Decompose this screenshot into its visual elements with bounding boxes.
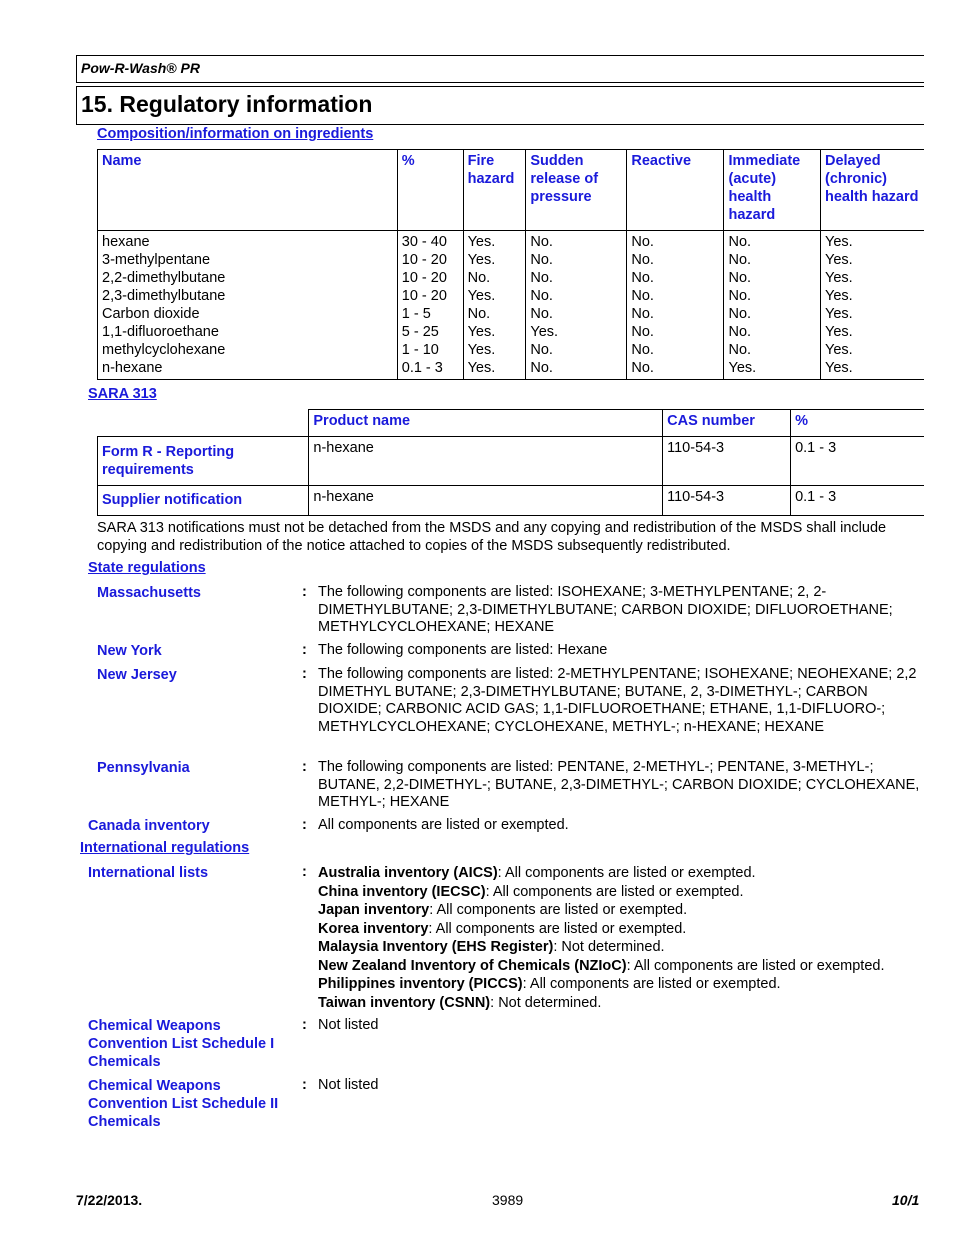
- col-chronic: Delayed (chronic) health hazard: [820, 150, 924, 231]
- colon: :: [302, 642, 307, 658]
- new-jersey-value: The following components are listed: 2-METHYLPENTANE; ISOHEXANE; NEOHEXANE; 2,2 DIMETHYL BUTANE; 2,3-DIMETHYLBUTANE; BUTANE, 2, 3-DIMETHYL-; CARBON DIOXIDE; CARBONIC ACID GAS; 1,1-DIFLUOROETHANE; ETHANE, 1,1-DIFLUORO-; METHYLCYCLOHEXANE; CYCLOHEXANE, METHYL-; n-HEXANE; HEXANE: [318, 666, 917, 735]
- sara-row-label: Supplier notification: [98, 486, 309, 516]
- sara-col-cas: CAS number: [663, 410, 791, 437]
- ingredient-reactive: No. No. No. No. No. No. No. No.: [627, 231, 724, 380]
- new-jersey-label: New Jersey: [97, 667, 177, 683]
- massachusetts-label: Massachusetts: [97, 585, 201, 601]
- list-item: Malaysia Inventory (EHS Register): Not determined.: [318, 939, 665, 955]
- table-row: [98, 486, 925, 516]
- footer-code: 3989: [492, 1192, 524, 1208]
- list-item: New Zealand Inventory of Chemicals (NZIoC): All components are listed or exempted.: [318, 957, 885, 974]
- international-lists-label: International lists: [88, 865, 209, 881]
- product-title: Pow-R-Wash® PR: [76, 55, 924, 83]
- sara-blank-cell: [98, 410, 309, 437]
- canada-inventory-value: All components are listed or exempted.: [318, 817, 569, 833]
- cwc-schedule-1-value: Not listed: [318, 1017, 379, 1033]
- ingredient-names: hexane 3-methylpentane 2,2-dimethylbutane 2,3-dimethylbutane Carbon dioxide 1,1-difluoroethane methylcyclohexane n-hexane: [98, 231, 398, 380]
- sara-row-product: n-hexane: [309, 437, 663, 486]
- sara-col-product: Product name: [309, 410, 663, 437]
- list-item: China inventory (IECSC): All components are listed or exempted.: [318, 883, 744, 900]
- canada-inventory-label: Canada inventory: [88, 818, 210, 834]
- list-item: Australia inventory (AICS): All components are listed or exempted.: [318, 865, 756, 881]
- colon: :: [302, 666, 307, 682]
- footer-page: 10/1: [892, 1192, 920, 1208]
- colon: :: [302, 1017, 307, 1033]
- list-item: Japan inventory: All components are listed or exempted.: [318, 902, 688, 918]
- sara-row-cas: 110-54-3: [663, 486, 791, 516]
- state-regulations-link[interactable]: State regulations: [88, 560, 206, 576]
- sara313-table: [97, 409, 924, 516]
- cwc-schedule-2-label: Chemical Weapons Convention List Schedule II Chemicals: [88, 1078, 279, 1130]
- ingredient-acute: No. No. No. No. No. No. No. Yes.: [724, 231, 821, 380]
- pennsylvania-label: Pennsylvania: [97, 760, 190, 776]
- ingredient-fire: Yes. Yes. No. Yes. No. Yes. Yes. Yes.: [463, 231, 526, 380]
- sara-row-label: Form R - Reporting requirements: [98, 437, 309, 486]
- sara-row-percent: 0.1 - 3: [791, 486, 924, 516]
- sara313-link[interactable]: SARA 313: [88, 386, 157, 402]
- sara313-note: SARA 313 notifications must not be detached from the MSDS and any copying and redistribution of the MSDS shall include copying and redistribution of the notice attached to copies of the MSDS subsequently redistributed.: [97, 520, 887, 554]
- table-row: [98, 437, 925, 486]
- list-item: Philippines inventory (PICCS): All components are listed or exempted.: [318, 976, 781, 992]
- new-york-label: New York: [97, 643, 162, 659]
- colon: :: [302, 817, 307, 833]
- col-name: Name: [98, 150, 398, 231]
- sara-row-cas: 110-54-3: [663, 437, 791, 486]
- cwc-schedule-2-value: Not listed: [318, 1077, 379, 1093]
- col-sudden-release: Sudden release of pressure: [526, 150, 627, 231]
- colon: :: [302, 584, 307, 600]
- composition-table: [97, 149, 924, 380]
- international-lists: [318, 864, 948, 1012]
- ingredient-sudden: No. No. No. No. No. Yes. No. No.: [526, 231, 627, 380]
- col-acute: Immediate (acute) health hazard: [724, 150, 821, 231]
- colon: :: [302, 759, 307, 775]
- composition-link[interactable]: Composition/information on ingredients: [97, 126, 374, 142]
- sara-col-percent: %: [791, 410, 924, 437]
- massachusetts-value: The following components are listed: ISOHEXANE; 3-METHYLPENTANE; 2, 2-DIMETHYLBUTANE; 2,3-DIMETHYLBUTANE; CARBON DIOXIDE; DIFLUOROETHANE; METHYLCYCLOHEXANE; HEXANE: [318, 584, 893, 635]
- list-item: Korea inventory: All components are listed or exempted.: [318, 920, 687, 937]
- col-percent: %: [397, 150, 463, 231]
- colon: :: [302, 1077, 307, 1093]
- sara-row-product: n-hexane: [309, 486, 663, 516]
- pennsylvania-value: The following components are listed: PENTANE, 2-METHYL-; PENTANE, 3-METHYL-; BUTANE, 2,2-DIMETHYL-; BUTANE, 2,3-DIMETHYL-; CARBON DIOXIDE; CYCLOHEXANE, METHYL-; HEXANE: [318, 759, 920, 810]
- colon: :: [302, 864, 307, 880]
- cwc-schedule-1-label: Chemical Weapons Convention List Schedule I Chemicals: [88, 1018, 275, 1070]
- new-york-value: The following components are listed: Hexane: [318, 642, 608, 658]
- international-regulations-link[interactable]: International regulations: [80, 840, 250, 856]
- col-reactive: Reactive: [627, 150, 724, 231]
- col-fire-hazard: Fire hazard: [463, 150, 526, 231]
- ingredient-percents: 30 - 40 10 - 20 10 - 20 10 - 20 1 - 5 5 - 25 1 - 10 0.1 - 3: [397, 231, 463, 380]
- section-title: 15. Regulatory information: [76, 86, 924, 125]
- list-item: Taiwan inventory (CSNN): Not determined.: [318, 994, 602, 1011]
- sara-row-percent: 0.1 - 3: [791, 437, 924, 486]
- ingredient-chronic: Yes. Yes. Yes. Yes. Yes. Yes. Yes. Yes.: [820, 231, 924, 380]
- footer-date: 7/22/2013.: [76, 1192, 143, 1208]
